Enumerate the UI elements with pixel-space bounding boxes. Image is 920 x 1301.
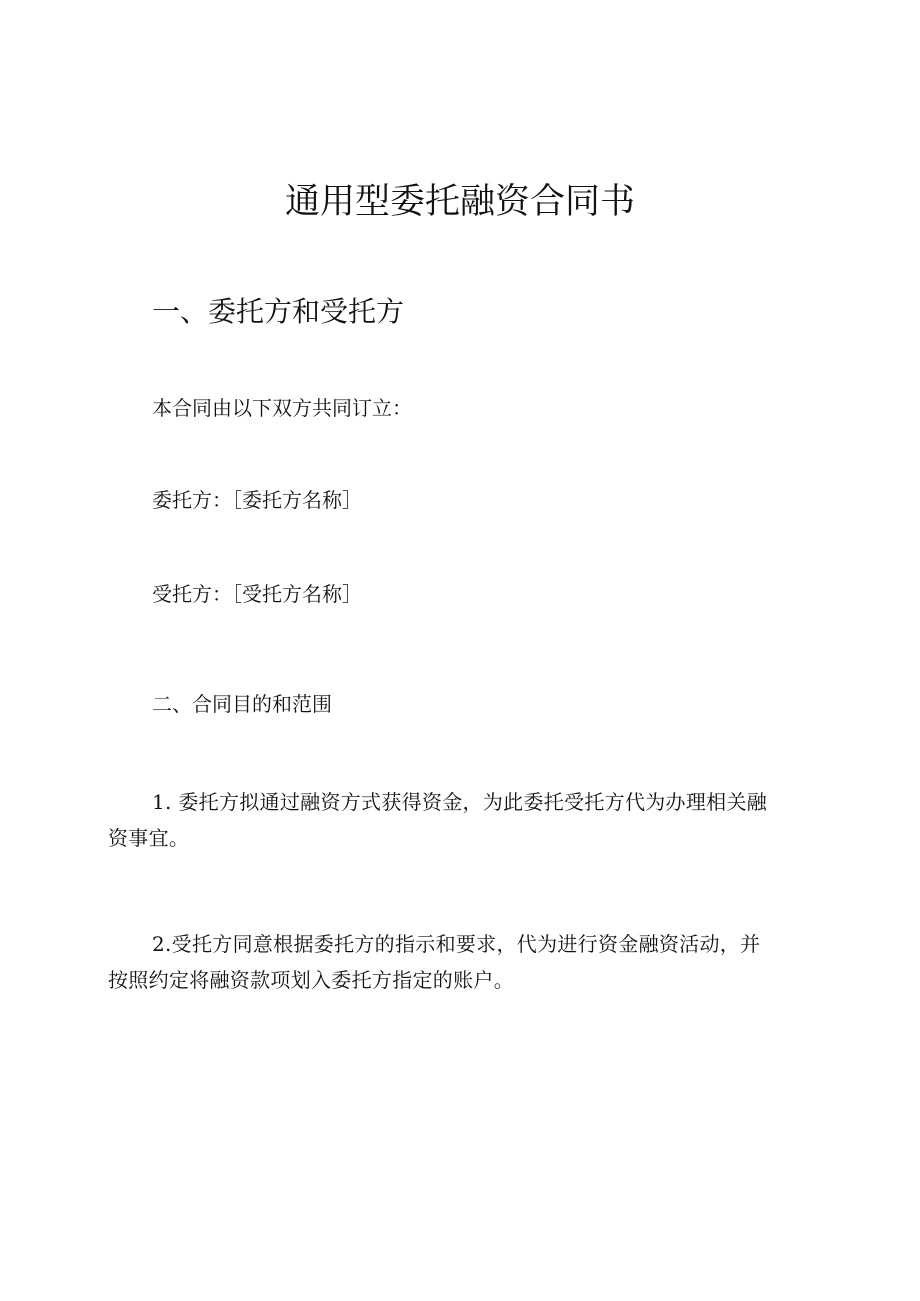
clause-1-line-1: 1. 委托方拟通过融资方式获得资金，为此委托受托方代为办理相关融 [152,790,768,814]
document-title: 通用型委托融资合同书 [284,182,635,222]
clause-1 [108,784,808,856]
clause-2 [108,926,808,998]
section-heading-purpose: 二、合同目的和范围 [152,692,332,716]
clause-1-line-2: 资事宜。 [108,826,190,850]
intro-text: 本合同由以下双方共同订立： [152,396,412,420]
clause-2-line-1: 2.受托方同意根据委托方的指示和要求，代为进行资金融资活动，并 [152,932,761,956]
clause-2-line-2: 按照约定将融资款项划入委托方指定的账户。 [108,968,514,992]
section-heading-parties: 一、委托方和受托方 [152,295,405,328]
trustee-party-line: 受托方：［受托方名称］ [152,582,362,606]
client-party-line: 委托方：［委托方名称］ [152,488,362,512]
